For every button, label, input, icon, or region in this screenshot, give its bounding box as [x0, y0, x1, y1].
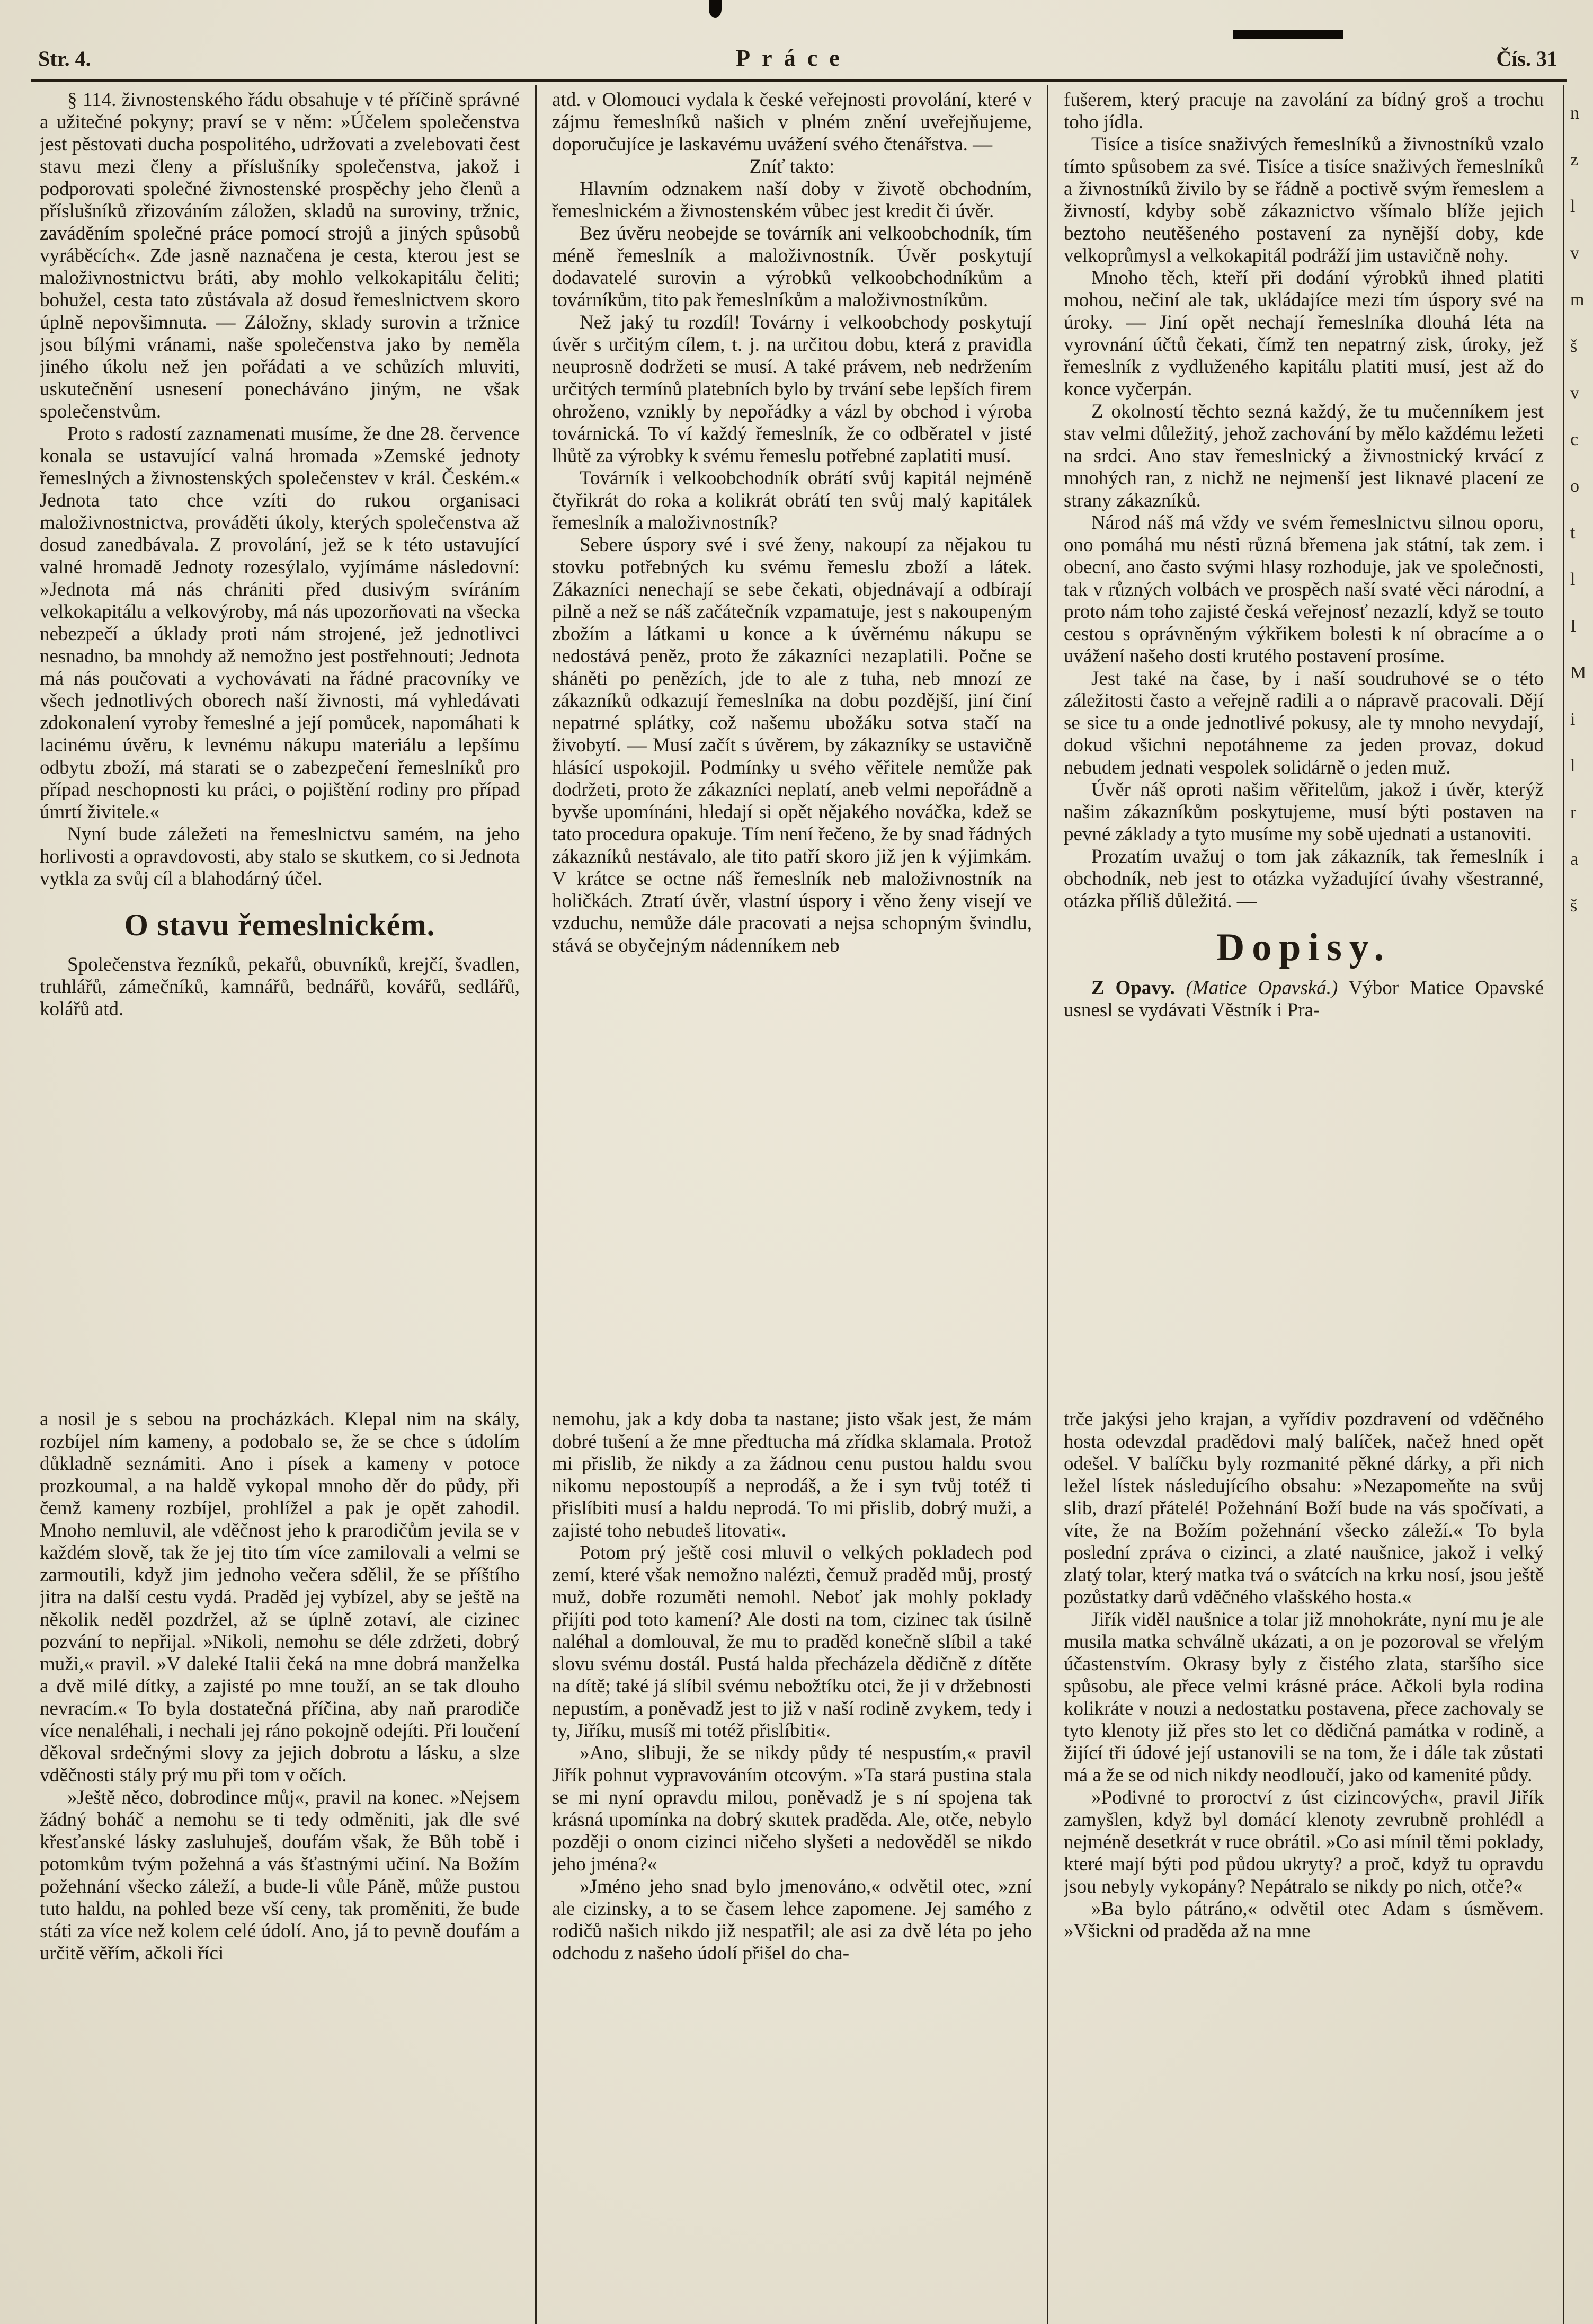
paragraph: Jiřík viděl naušnice a tolar již mnohokráte, nyní mu je ale musila matka schválně ukázati, a on je pozoroval se vřelým účastenstvím. Okrasy byly z čistého zlata, staršího sice spůsobu, ale přece velmi krásné práce. Ačkoli byla rodina kolikráte v nouzi a nedostatku postavena, přece zachovaly se tyto klenoty již přes sto let co dědičná památka v rodině, a žijící tři údové její ustanovili se na tom, že i dále tak zůstati má a že se od nich nikdy neodloučí, jako od kamenité půdy. [1064, 1609, 1544, 1786]
paragraph: Proto s radostí zaznamenati musíme, že dne 28. července konala se ustavující valná hromada »Zemské jednoty řemeslných a živnostenských společenstev v král. Českém.« Jednota tato chce vzíti do rukou organisaci maloživnostnictva, prováděti úkoly, kterých společenstva až dosud zanedbávala. Z provolání, jež se k této ustavující valné hromadě Jednoty rozesýlalo, vyjímáme následovní: »Jednota má nás chrániti před dusivým svíráním velkokapitálu a velkovýroby, má nás upozorňovati na všecka nebezpečí a úklady proti nám strojené, jež jednotlivci nesnadno, ba mnohdy až nemožno jest postřehnouti; Jednota má nás poučovati a vychovávati na řádné pracovníky ve všech jednotlivých oborech naší živnosti, má vyhledávati zdokonalení vyroby řemeslné a její pomůcek, napomáhati k lacinému úvěru, k levnému nákupu materiálu a lepšímu odbytu zboží, má starati se o zabezpečení řemeslníků pro případ neschopnosti ku práci, o pojištění rodiny pro případ úmrtí živitele.« [40, 423, 520, 823]
article-paragraphs [40, 954, 520, 1021]
article-paragraphs [552, 89, 1032, 156]
paragraph: Úvěr náš oproti našim věřitelům, jakož i úvěr, kterýž našim zákazníkům poskytujeme, musí býti postaven na pevné základy a tyto musíme my sobě ujednati a ustanoviti. [1064, 779, 1544, 845]
dopisy-lead-text: Výbor Matice Opavské usnesl se vydávati Věstník i Pra- [1064, 977, 1544, 1021]
feuilleton-column-2 [552, 1408, 1032, 2310]
edge-fragment: v [1570, 383, 1579, 403]
paragraph: Bez úvěru neobejde se továrník ani velkoobchodník, tím méně řemeslník a maloživnostník. Úvěr poskytují dodavatelé surovin a výrobků velkoobchodníkům a továrníkům, tito pak řemeslníkům a maloživnostníkům. [552, 223, 1032, 311]
paragraph: Sebere úspory své i své ženy, nakoupí za nějakou tu stovku potřebných ku svému řemeslu zboží a látek. Zákazníci nenechají se sebe čekati, objednávají a odbírají pilně a než se náš začátečník vzpamatuje, jest s nakoupeným zbožím a látkami u konce a k úvěrnému nákupu se nedostává peněz, proto že zákazníci nezaplatili. Počne se sháněti po penězích, jde to ale z tuha, neb mnozí ze zákazníků odkazují řemeslníka na dobu pozdější, jiní činí nepatrné splátky, což našemu ubožáku sotva stačí na živobytí. — Musí začít s úvěrem, by zákazníky se ustavičně hlásící uspokojil. Podmínky u svého věřitele nemůže pak dodržeti, proto že zákazníci neplatí, aneb velmi nepořádně a byvše upomínáni, hledají si opět nějakého nováčka, kdež se tato procedura opakuje. Tím není řečeno, že by snad řádných zákazníků nestávalo, ale tito patří skoro již jen k výjimkám. V krátce se octne náš řemeslník neb maloživnostník na holičkách. Ztratí úvěr, vlastní úspory i věno ženy visejí ve vzduchu, nemůže dále pracovati a nejsa schopným švindlu, stává se obyčejným nádenníkem neb [552, 534, 1032, 956]
column-rule-1 [535, 85, 537, 2324]
article-paragraphs [40, 89, 520, 890]
paragraph: »Ještě něco, dobrodince můj«, pravil na konec. »Nejsem žádný boháč a nemohu se ti tedy odměniti, jak dle své křesťanské lásky zasluhuješ, doufám však, že Bůh tobě i potomkům tvým požehná a vás šťastnými učiní. Na Božím požehnání všecko záleží, a bude-li vůle Páně, může pustou tuto haldu, na pohled beze vší ceny, tak proměniti, že bude státi za více než kolem celé údolí. Ano, já to pevně doufám a určitě věřím, ačkoli říci [40, 1787, 520, 1964]
section-heading-dopisy: Dopisy. [1216, 926, 1392, 969]
dopisy-source: (Matice Opavská.) [1174, 977, 1338, 999]
article-paragraphs [1064, 89, 1544, 912]
edge-fragment: l [1570, 756, 1576, 776]
top-column-1 [40, 89, 520, 1371]
edge-fragment: m [1570, 290, 1585, 309]
edge-fragment: I [1570, 616, 1577, 636]
edge-fragment: a [1570, 849, 1579, 869]
edge-fragment: i [1570, 709, 1576, 729]
page-number: Str. 4. [38, 47, 91, 70]
paragraph: trče jakýsi jeho krajan, a vyřídiv pozdravení od vděčného hosta odevzdal pradědovi malý balíček, načež hned opět odešel. V balíčku byly rozmanité pěkné dárky, a při nich ležel lístek následujícího obsahu: »Nezapomeňte na svůj slib, drazí přátelé! Požehnání Boží bude na vás spočívati, a víte, že na Božím požehnání všecko záleží.« To byla poslední zpráva o cizinci, a zlaté naušnice, jakož i velký zlatý tolar, který matka tvá o svátcích na krku nosí, jsou ještě pozůstatky darů vděčného vlašského hosta.« [1064, 1408, 1544, 1608]
edge-fragment: l [1570, 570, 1576, 589]
paragraph: nemohu, jak a kdy doba ta nastane; jisto však jest, že mám dobré tušení a že mne předtucha má zřídka sklamala. Protož mi přislib, že nikdy a za žádnou cenu pustou haldu svou nikomu nepostoupíš a neprodáš, a že i syn tvůj totéž ti přislíbiti musí a haldu neprodá. To mi přislib, dobrý muži, a zajisté toho nebudeš litovati«. [552, 1408, 1032, 1541]
feuilleton-column-3 [1064, 1408, 1544, 2310]
paragraph: Potom prý ještě cosi mluvil o velkých pokladech pod zemí, které však nemožno nalézti, čemuž praděd můj, prostý muž, dobře rozuměti nemohl. Neboť jak mohly poklady přijíti pod toto kamení? Ale dosti na tom, cizinec tak úsilně naléhal a domlouval, že mu to praděd konečně slíbil a také slovu svému dostál. Pustá halda přecházela dědičně z dítěte na dítě; také já slíbil svému nebožtíku otci, že ji v držebnosti nepustím, a poněvadž jest to již v naší rodině zvykem, tedy i ty, Jiříku, musíš mi totéž přislíbiti«. [552, 1542, 1032, 1742]
paragraph: atd. v Olomouci vydala k české veřejnosti provolání, které v zájmu řemeslníků našich v plném znění uveřejňujeme, doporučujíce je laskavému uvážení svého čtenářstva. — [552, 89, 1032, 155]
article-paragraphs [552, 178, 1032, 957]
paragraph: Hlavním odznakem naší doby v životě obchodním, řemeslnickém a živnostenském vůbec jest kredit či úvěr. [552, 178, 1032, 222]
paper-title: Práce [736, 45, 851, 71]
edge-fragment: š [1570, 896, 1578, 916]
znit-takto-line: Zníť takto: [749, 156, 835, 178]
paragraph: a nosil je s sebou na procházkách. Klepal nim na skály, rozbíjel ním kameny, a podobalo se, že se chce s údolím důkladně seznámiti. Ano i písek a kameny v potoce prozkoumal, a na haldě vykopal mnoho děr do půdy, při čemž kameny rozbíjel, prohlížel a pak je opět zahodil. Mnoho nemluvil, ale vděčnost jeho k prarodičům jevila se v každém slově, tak že jej tito tím více zamilovali a velmi se zarmoutili, když jim jednoho večera sdělil, že se příštího jitra na další cestu vydá. Praděd jej vybízel, aby se ještě na několik neděl pozdržel, až se úplně zotaví, ale cizinec pozvání to nepřijal. »Nikoli, nemohu se déle zdržeti, dobrý muži,« pravil. »V daleké Italii čeká na mne dobrá manželka a dvě milé dítky, a zajisté po mne touží, an se tak dlouho nevracím.« To byla dostatečná příčina, aby naň prarodiče více nenaléhali, i nechali jej ráno pokojně odejíti. Při loučení děkoval srdečnými slovy za jejich dobrotu a lásku, a slze vděčnosti stály prý mu při tom v očích. [40, 1408, 520, 1786]
top-column-2 [552, 89, 1032, 1371]
edge-fragment: v [1570, 243, 1579, 263]
paragraph: »Ba bylo pátráno,« odvětil otec Adam s úsměvem. »Všickni od praděda až na mne [1064, 1898, 1544, 1942]
edge-fragment: M [1570, 663, 1587, 682]
paragraph: fušerem, který pracuje na zavolání za bídný groš a trochu toho jídla. [1064, 89, 1544, 133]
top-column-3 [1064, 89, 1544, 1371]
paragraph: Mnoho těch, kteří při dodání výrobků ihned platiti mohou, nečiní ale tak, ukládajíce mezi tím úspory své na úroky. — Jiní opět nechají řemeslníka dlouhá léta na vyrovnání účtů čekati, čímž ten nepatrný zisk, úroky, jež řemeslník z vydluženého kapitálu platiti musí, jest až do konce vyčerpán. [1064, 267, 1544, 400]
edge-fragment: š [1570, 336, 1578, 356]
paragraph: § 114. živnostenského řádu obsahuje v té příčině správné a užitečné pokyny; praví se v něm: »Účelem společenstva jest pěstovati ducha pospolitého, udržovati a zvelebovati čest stavu mezi členy a příslušníky společenstva, jakož i podporovati společné živnostenské prospěchy jeho členů a příslušníků zřizováním záložen, skladů na suroviny, tržnic, zaváděním společné práce pomocí strojů a jiných spůsobů vyráběcích«. Zde jasně naznačena je cesta, kterou jest se maloživnostnictvu bráti, aby mohlo velkokapitálu čeliti; bohužel, cesta tato zůstávala až dosud řemeslnictvem skoro úplně nepovšimnuta. — Záložny, sklady surovin a tržnice jsou bílými vránami, naše společenstva jako by neměla jiného úkolu než jen pořádati a ve schůzích mluviti, uskutečnění usnesení ponecháváno jiným, ne však společenstvům. [40, 89, 520, 422]
edge-fragment: r [1570, 803, 1577, 822]
ink-bar-artifact [1233, 30, 1343, 39]
paragraph: Prozatím uvažuj o tom jak zákazník, tak řemeslník i obchodník, neb jest to otázka vyžadující úvahy všestranné, otázka příliš důležitá. — [1064, 846, 1544, 912]
ink-blot-mark [709, 0, 722, 18]
article-heading-remeslnicky-stav: O stavu řemeslnickém. [124, 908, 435, 942]
paragraph: Společenstva řezníků, pekařů, obuvníků, krejčí, švadlen, truhlářů, zámečníků, kamnářů, bednářů, kovářů, sedlářů, kolářů atd. [40, 954, 520, 1020]
edge-fragment: n [1570, 103, 1579, 123]
page-edge-rule [1563, 85, 1564, 2324]
edge-fragment: c [1570, 430, 1579, 449]
feuilleton-column-1 [40, 1408, 520, 2310]
column-rule-2 [1047, 85, 1048, 2324]
edge-fragment: l [1570, 197, 1576, 216]
dopisy-dateline: Z Opavy. [1091, 977, 1175, 999]
edge-fragment: o [1570, 476, 1579, 496]
adjacent-page-fragments [1570, 90, 1592, 1680]
paragraph: Než jaký tu rozdíl! Továrny i velkoobchody poskytují úvěr s určitým cílem, t. j. na určitou dobu, která z pravidla neuprosně dodržeti se musí. A také právem, neb nedržením určitých termínů platebních bylo by trvání sebe lepších firem ohroženo, vznikly by nepořádky a vázl by obchod i výroba továrnická. To ví každý řemeslník, že co odběratel v jisté lhůtě za výrobky k svému řemeslu potřebné zaplatiti musí. [552, 312, 1032, 467]
feuilleton-paragraphs [40, 1408, 520, 1965]
paragraph: Národ náš má vždy ve svém řemeslnictvu silnou oporu, ono pomáhá mu nésti různá břemena jak státní, tak zem. i obecní, ano často svými hlasy rozhoduje, jak ve společnosti, tak v různých volbách ve prospěch naší svaté věci národní, a proto nám toho zajisté česká veřejnosť nezazlí, když se touto cestou s oprávněným výkřikem bolesti k ní obracíme a o uvážení našeho dosti krutého postavení prosíme. [1064, 512, 1544, 667]
paragraph: Nyní bude záležeti na řemeslnictvu samém, na jeho horlivosti a opravdovosti, aby stalo se skutkem, co si Jednota vytkla za svůj cíl a blahodárný účel. [40, 823, 520, 890]
edge-fragment: z [1570, 150, 1579, 170]
paragraph: Jest také na čase, by i naší soudruhové se o této záležitosti často a veřejně radili a o nápravě pracovali. Dějí se sice tu a onde jednotlivé pokusy, ale ty mnoho nevydají, dokud všichni nepotáhneme za jeden provaz, dokud nebudem jednati vespolek solidárně o jeden muž. [1064, 668, 1544, 778]
paragraph: »Ano, slibuji, že se nikdy půdy té nespustím,« pravil Jiřík pohnut vypravováním otcovým. »Ta stará pustina stala se mi nyní opravdu milou, poněvadž je s ní spojena tak krásná upomínka na dobrý skutek praděda. Ale, otče, nebylo později o onom cizinci ničeho slyšeti a nedověděl se nikdo jeho jména?« [552, 1742, 1032, 1875]
paragraph: »Jméno jeho snad bylo jmenováno,« odvětil otec, »zní ale cizinsky, a to se časem lehce zapomene. Jej samého z rodičů našich nikdo již nespatřil; ale asi za dvě léta po jeho odchodu z našeho údolí přišel do cha- [552, 1876, 1032, 1964]
feuilleton-paragraphs [1064, 1408, 1544, 1942]
feuilleton-paragraphs [552, 1408, 1032, 1965]
paragraph: Tisíce a tisíce snaživých řemeslníků a živnostníků vzalo tímto spůsobem za své. Tisíce a tisíce snaživých řemeslníků a živnostníků živilo by se řádně a poctivě svým řemeslem a živností, kdyby sobě zákaznictvo všímalo blíže jejich beztoho neutěšeného postavení za nynější doby, kde velkoprůmysl a velkokapitál podráží jim ustavičně nohy. [1064, 134, 1544, 267]
edge-fragment: t [1570, 523, 1576, 543]
issue-number: Čís. 31 [1496, 47, 1558, 70]
paragraph: Z okolností těchto sezná každý, že tu mučenníkem jest stav velmi důležitý, jehož zachování by mělo každému ležeti na srdci. Ano stav řemeslnický a živnostnický krvácí z mnohých ran, z nichž ne nejmenší jest liknavé placení ze strany zákazníků. [1064, 401, 1544, 511]
paragraph: »Podivné to proroctví z úst cizincových«, pravil Jiřík zamyšlen, když byl domácí klenoty zevrubně prohlédl a nejméně desetkrát v ruce obrátil. »Co asi mínil těmi poklady, které mají býti pod půdou ukryty? a proč, když tu opravdu jsou nebyly vykopány? Nepátralo se nikdy po nich, otče?« [1064, 1787, 1544, 1897]
page-header [38, 45, 1558, 72]
paragraph: Továrník i velkoobchodník obrátí svůj kapitál nejméně čtyřikrát do roka a kolikrát obrátí ten svůj malý kapitálek řemeslník a maloživnostník? [552, 467, 1032, 534]
header-rule [31, 79, 1567, 82]
dopisy-lead-paragraph [1064, 977, 1544, 1022]
